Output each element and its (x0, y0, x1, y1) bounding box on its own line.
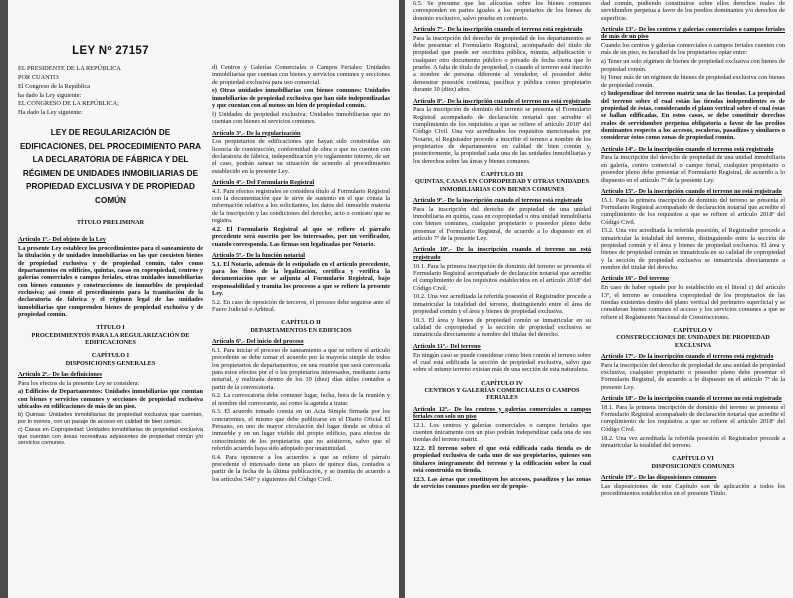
opening-line: EL PRESIDENTE DE LA REPÚBLICA (18, 65, 121, 73)
article-4-2: 4.2. El Formulario Registral al que se refiere el párrafo precedente será suscrito por los interesados, por un verificador, cuando corresponda. Las firmas son legalizadas por Notario. (212, 225, 390, 248)
heading-capitulo-5 (601, 327, 785, 349)
titulo-1-label: TÍTULO I (96, 324, 125, 332)
article-6-5: 6.5. Se presume que las alícuotas sobre los bienes comunes corresponden en partes iguales a los propietarios de los bienes de dominio exclusivo, salvo prueba en contrario. (413, 0, 591, 22)
article-16-heading: Artículo 16º.- Del terreno (601, 275, 670, 283)
article-4-1: 4.1. Para efectos registrales se considera título al Formulario Registral con la documentación que le sirve de sustento en el que consta la información relativa a los solicitantes, los datos del inmueble materia de la inscripción y las condiciones del derecho, acto o contrato que se registra. (212, 187, 390, 225)
article-2-item-e: e) Otras unidades inmobiliarias con bienes comunes: Unidades inmobiliarias de propiedad exclusiva que han sido independizadas y que cuentan con al menos un bien de propiedad común. (212, 87, 390, 110)
article-15-1: 15.1. Para la primera inscripción de dominio del terreno se presenta el Formulario Registral acompañado de declaración notarial que acredite el cumplimiento de los requisitos a que se refiere el artículo 2018º del Código Civil. (601, 196, 785, 226)
heading-capitulo-4 (413, 380, 591, 402)
article-5-heading: Artículo 5º.- De la función notarial (212, 251, 306, 259)
article-13-text: Cuando los centros y galerías comerciales o campos feriales cuenten con más de un piso, es facultad de los propietarios optar entre: (601, 42, 785, 57)
article-3-text: Los propietarios de edificaciones que hayan sido construidas sin licencia de construcción, conformidad de obra o que no cuenten con declaratoria de fábrica, independización y/o reglamento interno, de ser el caso, podrán sanear su situación de acuerdo al procedimiento establecido en la presente Ley. (212, 138, 390, 175)
article-13-item-b: b) Tener más de un régimen de bienes de propiedad exclusiva con bienes de propiedad común. (601, 74, 785, 89)
titulo-1-name: PROCEDIMIENTOS PARA LA REGULARIZACIÓN DE EDIFICACIONES (31, 331, 190, 346)
article-13-item-c: c) Independizar del terreno matriz una de las tiendas. La propiedad del terreno sobre el cual están las tiendas independientes es de propiedad de éstas, considerando el plano vertical sobre el cual éstas se hallan edificadas. En estos casos, se debe constituir derechos reales de servidumbre perpetua obligatoria a favor de las predios dominantes respecto a los accesos, escaleras, pasadizos y similares o considerar éstos como zonas de propiedad común. (601, 90, 785, 142)
article-6-1: 6.1. Para iniciar el proceso de saneamiento a que se refiere el artículo precedente se debe tomar el acuerdo por la mayoría simple de todos los propietarios de departamentos, en una reunión que será convocada para estos efectos por el o los propietarios interesados, mediante carta notarial, y realizada dentro de los 10 (diez) días útiles contados a partir de la convocatoria. (212, 346, 390, 391)
article-12-2: 12.2. El terreno sobre el que está edificada cada tienda es de propiedad exclusiva de cada uno de sus propietarios, quienes son titulares íntegramente del terreno y la edificación sobre la cual está construida en tienda. (413, 445, 591, 475)
article-17-heading: Artículo 17º.- De la inscripción cuando el terreno está registrado (601, 352, 774, 360)
article-10-1: 10.1. Para la primera inscripción de dominio del terreno se presenta el Formulario Registral acompañado de declaración notarial que acredite el cumplimiento de los requisitos establecidos en el artículo 2018º del Código Civil. (413, 262, 591, 292)
article-13-heading: Artículo 13º.- De los centros y galerías comerciales o campos feriales de más de un piso (601, 26, 785, 41)
article-12-continued: dad común, pudiendo constituirse sobre ellos derechos reales de servidumbre perpetua a favor de los predios dominantes y/o derechos de superficie. (601, 0, 785, 22)
capitulo-5-name: CONSTRUCCIONES DE UNIDADES DE PROPIEDAD EXCLUSIVA (616, 334, 770, 349)
capitulo-5-label: CAPÍTULO V (673, 326, 713, 334)
article-6-3: 6.3. El acuerdo tomado consta en un Acta Simple firmada por los concurrentes, el mismo que debe publicarse en el Diario Oficial El Peruano, en uno de mayor circulación del lugar donde se ubica el inmueble y en un lugar visible del propio edificio, para efectos de conocimiento de los propietarios que no asistieron, salvo que el referido acuerdo haya sido adoptado por unanimidad. (212, 408, 390, 453)
article-14-text: Para la inscripción del derecho de propiedad de una unidad inmobiliaria en galería, centro comercial o campo ferial, cualquier propietario o poseedor pleno debe presentar el Formulario Registral, de acuerdo a lo dispuesto en el artículo 7º de la presente Ley. (601, 154, 785, 184)
capitulo-2-label: CAPÍTULO II (281, 319, 321, 327)
article-18-1: 18.1. Para la primera inscripción de dominio del terreno se presenta el Formulario Registral acompañado de declaración notarial que acredite el cumplimiento de los requisitos a que se refiere el artículo 2018º del Código Civil. (601, 403, 785, 433)
heading-capitulo-3 (413, 171, 591, 193)
article-2-item-f: f) Unidades de propiedad exclusiva: Unidades inmobiliarias que no cuentan con bienes ni servicios comunes. (212, 110, 390, 126)
article-17-text: Para la inscripción del derecho de propiedad de una unidad de propiedad exclusiva, cualquier propietario o poseedor pleno debe presentar el Formulario Registral, de acuerdo a lo dispuesto en el artículo 7º de la presente Ley. (601, 361, 785, 391)
document-page-right (405, 0, 793, 598)
article-14-heading: Artículo 14º.- De la inscripción cuando el terreno está registrado (601, 145, 774, 153)
article-10-3: 10.3. El área y bienes de propiedad común se inmatricular en su calidad de copropiedad y la sección de propiedad exclusiva se inmatricula directamente a nombre del titular del derecho. (413, 316, 591, 339)
article-6-heading: Artículo 6º.- Del inicio del proceso (212, 338, 304, 346)
article-1-heading: Artículo 1º.- Del objeto de la Ley (18, 236, 106, 244)
article-8-text: Para la inscripción de dominio del terreno se presenta el Formulario Registral acompañado de declaración notarial que acredite el cumplimiento de los requisitos a que se refiere el artículo 2018º del Código Civil. Una vez acreditados los requisitos mencionados por Notario, el Registrador procede a inscribir el terreno a nombre de los propietarios de departamentos en calidad de bien común y, posteriormente, la propiedad cada una de las unidades inmobiliarias y los derechos sobre las áreas y bienes comunes. (413, 106, 591, 165)
article-19-text: Las disposiciones de este Capítulo son de aplicación a todos los procedimientos establecidos en el presente Título. (601, 482, 785, 497)
article-2-item-d: d) Centros y Galerías Comerciales o Campos Feriales: Unidades inmobiliarias que cuentan con bienes y servicios comunes y secciones de propiedad exclusiva para uso comercial. (212, 64, 390, 86)
article-12-3: 12.3. Las áreas que constituyen los accesos, pasadizos y las zonas de servicios comunes pueden ser de propie- (413, 475, 591, 491)
article-4-heading: Artículo 4º.- Del Formulario Registral (212, 178, 315, 186)
article-18-2: 18.2. Una vez acreditada la referida posesión el Registrador procede a inmatricular la totalidad del terreno. (601, 434, 785, 449)
heading-titulo-1 (18, 324, 203, 346)
opening-line: EL CONGRESO DE LA REPÚBLICA; (18, 100, 119, 108)
heading-titulo-preliminar: TÍTULO PRELIMINAR (76, 219, 145, 227)
article-6-2: 6.2. La convocatoria debe contener lugar, fecha, hora de la reunión y el nombre del convocante, así como la agenda a tratar. (212, 392, 390, 407)
heading-capitulo-2 (212, 319, 390, 334)
article-9-heading: Artículo 9º.- De la inscripción cuando el terreno está registrado (413, 197, 583, 205)
heading-capitulo-1 (18, 352, 203, 367)
capitulo-1-label: CAPÍTULO I (91, 352, 130, 360)
article-15-2: 15.2. Una vez acreditada la referida posesión, el Registrador procede a inmatricular la totalidad del terreno, distinguiendo entre la sección de propiedad común y el área y bienes de propiedad exclusiva. El área y bienes de propiedad común se inmatricula en su calidad de copropiedad y la sección de propiedad exclusiva se inmatricula directamente a nombre del titular del derecho. (601, 227, 785, 272)
law-main-title: LEY DE REGULARIZACIÓN DE EDIFICACIONES, DEL PROCEDIMIENTO PARA LA DECLARATORIA DE FÁBRICA Y DEL RÉGIMEN DE UNIDADES INMOBILIARIAS DE PROPIEDAD EXCLUSIVA Y DE PROPIEDAD COMÚN (19, 128, 202, 205)
article-2-intro: Para los efectos de la presente Ley se considera: (18, 379, 140, 387)
capitulo-6-name: DISPOSICIONES COMUNES (651, 462, 735, 470)
article-18-heading: Artículo 18º.- De la inscripción cuando el terreno no está registrado (601, 395, 782, 403)
article-8-heading: Artículo 8º.- De la inscripción cuando el terreno no está registrado (413, 97, 591, 105)
article-2-heading: Artículo 2º.- De las definiciones (18, 370, 103, 378)
article-19-heading: Artículo 19º.- De las disposiciones comunes (601, 473, 717, 481)
heading-capitulo-6 (601, 455, 785, 470)
opening-line: ha dado la Ley siguiente: (18, 91, 82, 99)
article-9-text: Para la inscripción del derecho de propiedad de una unidad inmobiliaria en quinta, casa en copropiedad u otra unidad inmobiliaria con bienes comunes, cualquier propietario o poseedor pleno debe presentar el Formulario Registral, de acuerdo a lo dispuesto en el artículo 7º de la presente Ley. (413, 205, 591, 243)
opening-line: POR CUANTO: (18, 74, 60, 82)
article-10-heading: Artículo 10º.- De la inscripción cuando el terreno no está registrado (413, 246, 591, 261)
capitulo-2-name: DEPARTAMENTOS EN EDIFICIOS (250, 326, 352, 334)
law-title: LEY Nº 27157 (72, 45, 149, 57)
opening-line: El Congreso de la República (18, 82, 91, 90)
article-7-heading: Artículo 7º.- De la inscripción cuando el terreno está registrado (413, 26, 583, 34)
capitulo-3-name: QUINTAS, CASAS EN COPROPIEDAD Y OTRAS UNIDADES INMOBILIARIAS CON BIENES COMUNES (414, 178, 590, 193)
article-7-text: Para la inscripción del derecho de propiedad de los departamentos se debe presentar el Formulario Registral, acompañado del título de propiedad que puede ser escritura pública, minuta, adjudicación o cualquier otro documento público o privado de fecha cierta que lo pruebe. A falta de título de propiedad, o cuando el terreno esté inscrito a nombre de persona diferente al vendedor, el poseedor debe demostrar posesión continua, pacífica y pública como propietario durante 10 (diez) años. (413, 34, 591, 94)
article-13-item-a: a) Tener un solo régimen de bienes de propiedad exclusiva con bienes de propiedad común. (601, 58, 785, 73)
article-12-1: 12.1. Los centros y galerías comerciales o campos feriales que cuenten únicamente con un piso podrán independizar cada una de sus tiendas del terreno matriz. (413, 421, 591, 444)
article-2-item-a: a) Edificios de Departamentos: Unidades inmobiliarias que cuentan con bienes y servicios comunes y secciones de propiedad exclusiva ubicados en edificaciones de más de un piso. (18, 388, 203, 411)
article-16-text: En caso de haber optado por lo establecido en el literal c) del artículo 13º, el terreno se considera copropiedad de los propietarios de las tiendas existentes dentro del plano vertical del perímetro superficial y se consideran bienes comunes el acceso y los servicios comunes a que se refiere el Reglamento Nacional de Construcciones. (601, 284, 785, 321)
article-1-text: La presente Ley establece los procedimientos para el saneamiento de la titulación y de unidades inmobiliarias en las que coexisten bienes de propiedad exclusiva y de propiedad común, tales como departamentos en edificios, quintas, casas en copropiedad, centros y galerías comerciales o campos feriales, otras unidades inmobiliarias con bienes comunes y construcciones de inmuebles de propiedad exclusiva; así como el procedimiento para la tramitación de la declaratoria de fábrica y el régimen legal de las unidades inmobiliarias que comprenden bienes de propiedad exclusiva y de propiedad común. (18, 244, 203, 318)
article-11-text: En ningún caso se puede considerar como bien común el terreno sobre el cual está edificada la sección de propiedad exclusiva, salvo que sobre el mismo terreno existan más de una sección de esta naturaleza. (413, 351, 591, 374)
opening-line: Ha dado la Ley siguiente: (18, 109, 83, 117)
column-4 (601, 0, 785, 499)
article-12-heading: Artículo 12º.- De los centros y galerías comerciales o campos feriales con solo un piso (413, 405, 591, 420)
article-6-4: 6.4. Para oponerse a los acuerdos a que se refiere el párrafo precedente el interesado tiene un plazo de quince días, contados a partir de la fecha de la última publicación, y se tramita de acuerdo a los artículos 546º y siguientes del Código Civil. (212, 453, 390, 483)
capitulo-4-name: CENTROS Y GALERÍAS COMERCIALES O CAMPOS FERIALES (424, 386, 580, 402)
capitulo-4-label: CAPÍTULO IV (481, 379, 523, 387)
article-15-heading: Artículo 15º.- De la inscripción cuando el terreno no está registrado (601, 187, 782, 195)
article-5-2: 5.2. En caso de oposición de terceros, el proceso debe seguirse ante el Fuero Judicial o Arbitral. (212, 298, 390, 314)
capitulo-1-name: DISPOSICIONES GENERALES (65, 359, 156, 367)
article-5-1: 5.1. El Notario, además de lo estipulado en el artículo precedente, para los fines de la legalización, certifica y verifica la documentación que se adjunta al Formulario Registral, bajo responsabilidad y tramita los procesos a que se refiere la presente Ley. (212, 260, 390, 297)
article-10-2: 10.2. Una vez acreditada la referida posesión el Registrador procede a inmatricular la totalidad del terreno, distinguiendo entre el área de propiedad común y el área y bienes de propiedad exclusiva. (413, 293, 591, 316)
column-1 (18, 18, 203, 449)
column-2 (212, 18, 390, 485)
column-3 (413, 0, 591, 492)
article-3-heading: Artículo 3º.- De la regularización (212, 129, 301, 137)
article-2-item-b: b) Quintas: Unidades inmobiliarias de propiedad exclusiva que cuentan, por lo menos, con un pasaje de acceso en calidad de bien común. (18, 411, 203, 425)
article-2-item-c: c) Casas en Copropiedad: Unidades inmobiliarias de propiedad exclusiva que cuentan con áreas recreativas adyacentes de propiedad común y/o servicios comunes. (18, 426, 203, 447)
article-11-heading: Artículo 11º.- Del terreno (413, 342, 481, 350)
capitulo-6-label: CAPÍTULO VI (672, 455, 714, 463)
document-page-left (8, 0, 399, 598)
capitulo-3-label: CAPÍTULO III (480, 171, 524, 178)
